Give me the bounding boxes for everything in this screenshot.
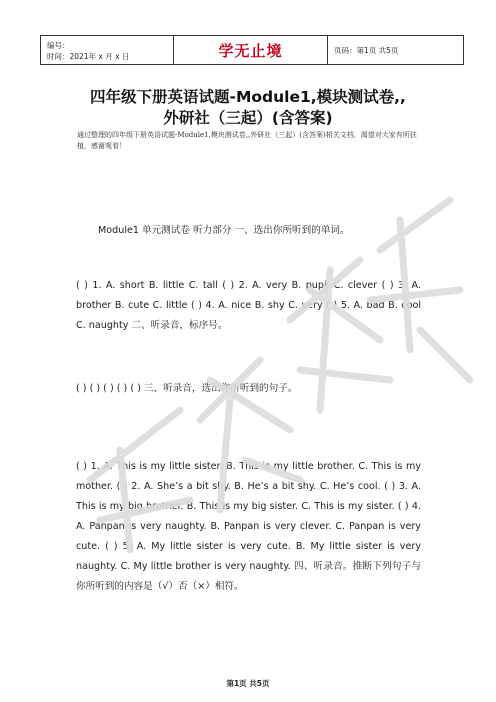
time-label: 时间：2021年 x 月 x 日 xyxy=(47,52,130,61)
brand-cell xyxy=(174,36,328,64)
document-title-line-1: 四年级下册英语试题-Module1,模块测试卷,, xyxy=(90,88,406,106)
brand-text: 学无止境 xyxy=(218,41,283,60)
document-title-line-2: 外研社（三起）(含答案) xyxy=(163,109,333,127)
section-1-questions: ( ) 1. A. short B. little C. tall ( ) 2. A. very B. pupil C. clever ( ) 3. A. brother B. cute C. little ( ) 4. A. nice B. shy C. very ( ) 5. A. bad B. cool C. naughty 二、听录音，标序号。 xyxy=(76,280,421,331)
header-serial-time-cell xyxy=(41,36,174,64)
header-table xyxy=(40,35,464,65)
page-info-cell xyxy=(328,36,463,64)
section-2-blanks: ( ) ( ) ( ) ( ) ( ) 三、听录音，选出你所听到的句子。 xyxy=(76,383,298,394)
page-info-text: 页码：第1页 共5页 xyxy=(334,45,399,55)
section-1-heading: Module1 单元测试卷 听力部分 一、选出你所听到的单词。 xyxy=(98,225,350,236)
intro-note: 通过整理的四年级下册英语试题-Module1,模块测试卷,,外研社（三起）(含答案)相关文档，渴望对大家有所扶植，感谢观看！ xyxy=(77,131,417,150)
serial-label: 编号： xyxy=(47,41,70,50)
page-footer: 第1页 共5页 xyxy=(226,679,270,688)
section-3-questions: ( ) 1. A. This is my little sister. B. This is my little brother. C. This is my mother. ( ) 2. A. She’s a bit shy. B. He’s a bit shy. C. He’s cool. ( ) 3. A. This is my big brother. B. This is my big sister. C. This is my sister. ( ) 4. A. Panpan is very naughty. B. Panpan is very clever. C. Panpan is very cute. ( ) 5. A. My little sister is very cute. B. My little sister is very naughty. C. My little brother is very naughty. 四、听录音。推断下列句子与你所听到的内容是（√）否（×）相符。 xyxy=(76,461,421,592)
